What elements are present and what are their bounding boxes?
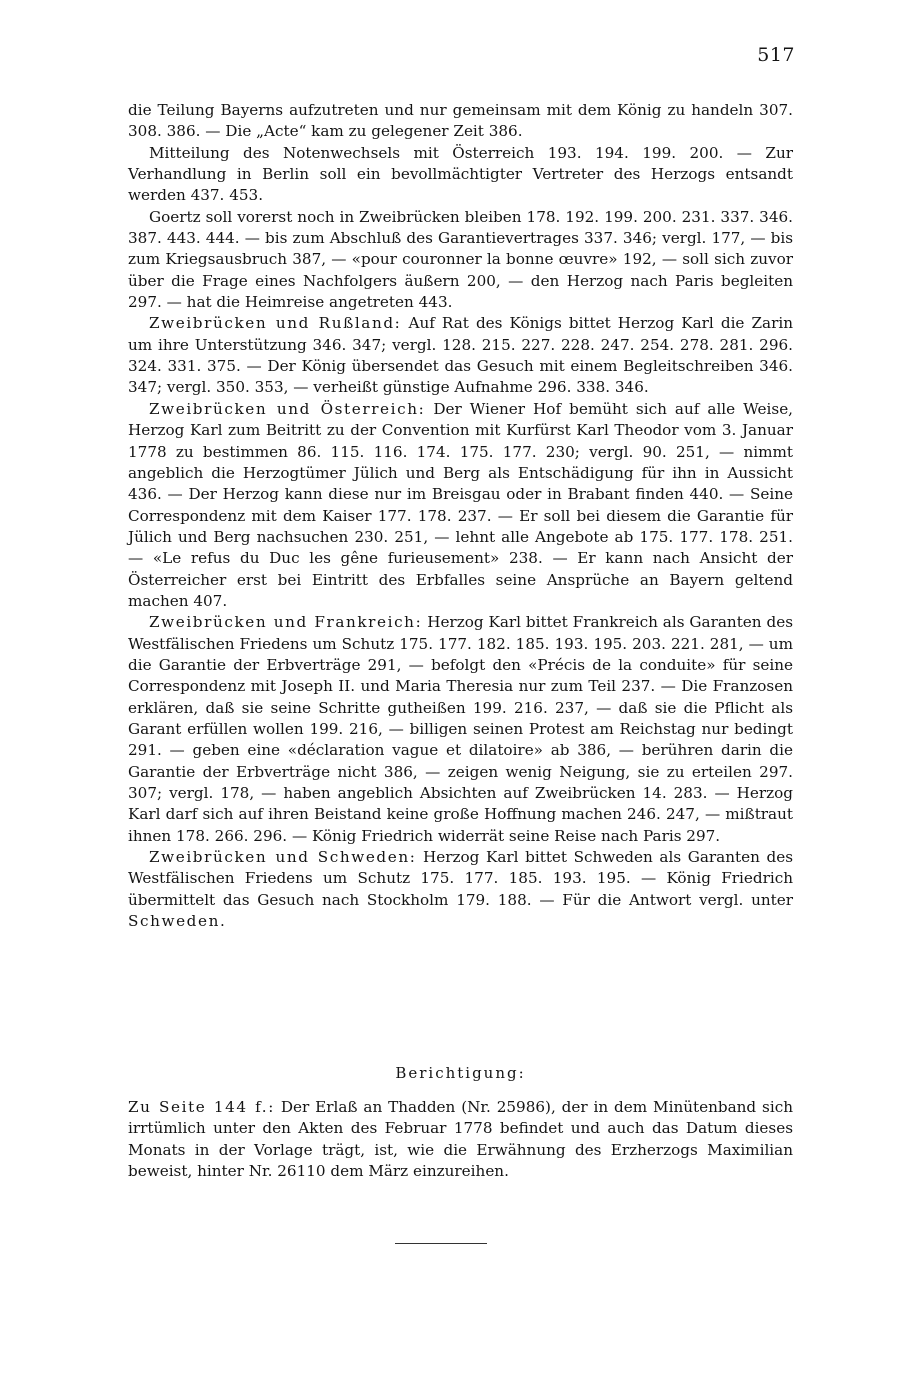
entry-text: Der Wiener Hof bemüht sich auf alle Weise, Herzog Karl zum Beitritt zu der Convention mit Kurfürst Karl Theodor vom 3. Januar 1778 zu bestimmen 86. 115. 116. 174. 175. 177. 230; vergl. 90. 251, — nimmt angeblich die Herzogtümer Jülich und Berg als Entschädigung für ihn in Aussicht 436. — Der Herzog kann diese nur im Breisgau oder in Brabant finden 440. — Seine Correspondenz mit dem Kaiser 177. 178. 237. — Er soll bei diesem die Garantie für Jülich und Berg nachsuchen 230. 251, — lehnt alle Angebote ab 175. 177. 178. 251. — «Le refus du Duc les gêne furieusement» 238. — Er kann nach Ansicht der Österreicher erst bei Eintritt des Erbfalles seine Ansprüche an Bayern geltend machen 407. (128, 399, 794, 610)
index-entry-russland (128, 313, 793, 398)
closing-rule (395, 1243, 487, 1244)
entry-text: Mitteilung des Notenwechsels mit Österreich 193. 194. 199. 200. — Zur Verhandlung in Berlin soll ein bevollmächtigter Vertreter des Herzogs entsandt werden 437. 453. (128, 143, 793, 205)
entry-cross-reference: Schweden (128, 912, 220, 931)
index-entry-goertz (128, 207, 793, 314)
correction-note (128, 1097, 793, 1182)
correction-text: Der Erlaß an Thadden (Nr. 25986), der in dem Minütenband sich irrtümlich unter den Akten des Februar 1778 befindet und auch das Datum dieses Monats in der Vorlage trägt, ist, wie die Erwähnung des Erzherzogs Maximilian beweist, hinter Nr. 26110 dem März einzureihen. (128, 1098, 793, 1181)
index-entry-continuation (128, 100, 793, 143)
entry-heading: Zweibrücken und Frankreich: (149, 613, 423, 632)
entry-heading: Zweibrücken und Rußland: (149, 314, 402, 333)
entry-text: Herzog Karl bittet Frankreich als Garanten des Westfälischen Friedens um Schutz 175. 177. 182. 185. 193. 195. 203. 221. 281, — um die Garantie der Erbverträge 291, — befolgt den «Précis de la conduite» für seine Correspondenz mit Joseph II. und Maria Theresia nur zum Teil 237. — Die Franzosen erklären, daß sie seine Schritte gutheißen 199. 216. 237, — daß sie die Pflicht als Garant erfüllen wollen 199. 216, — billigen seinen Protest am Reichstag nur bedingt 291. — geben eine «déclaration vague et dilatoire» ab 386, — berühren darin die Garantie der Erbverträge nicht 386, — zeigen wenig Neigung, sie zu erteilen 297. 307; vergl. 178, — haben angeblich Absichten auf Zweibrücken 14. 283. — Herzog Karl darf sich auf ihren Beistand keine große Hoffnung machen 246. 247, — mißtraut ihnen 178. 266. 296. — König Friedrich widerrät seine Reise nach Paris 297. (128, 613, 793, 845)
index-entry-notenwechsel (128, 143, 793, 207)
entry-text: Goertz soll vorerst noch in Zweibrücken bleiben 178. 192. 199. 200. 231. 337. 346. 387. 443. 444. — bis zum Abschluß des Garantievertrages 337. 346; vergl. 177, — bis zum Kriegsausbruch 387, — «pour couronner la bonne œuvre» 192, — soll sich zuvor über die Frage eines Nachfolgers äußern 200, — den Herzog nach Paris begleiten 297. — hat die Heimreise angetreten 443. (128, 207, 793, 312)
index-body (128, 100, 793, 932)
entry-text: Auf Rat des Königs bittet Herzog Karl die Zarin um ihre Unterstützung 346. 347; vergl. 128. 215. 227. 228. 247. 254. 278. 281. 296. 324. 331. 375. — Der König übersendet das Gesuch mit einem Begleitschreiben 346. 347; vergl. 350. 353, — verheißt günstige Aufnahme 296. 338. 346. (128, 314, 793, 397)
entry-text-end: . (219, 912, 225, 931)
index-entry-schweden (128, 847, 793, 932)
entry-text: Herzog Karl bittet Schweden als Garanten des Westfälischen Friedens um Schutz 175. 177. 185. 193. 195. — König Friedrich übermittelt das Gesuch nach Stockholm 179. 188. — Für die Antwort vergl. unter (128, 848, 793, 909)
index-entry-frankreich (128, 612, 793, 847)
correction-heading: Berichtigung: (395, 1064, 526, 1082)
index-entry-oesterreich (128, 399, 793, 612)
entry-text: die Teilung Bayerns aufzutreten und nur gemeinsam mit dem König zu handeln 307. 308. 386. — Die „Acte“ kam zu gelegener Zeit 386. (128, 101, 793, 141)
entry-heading: Zweibrücken und Österreich: (149, 399, 426, 418)
page-number: 517 (757, 44, 795, 66)
correction-lead: Zu Seite 144 f.: (128, 1098, 275, 1116)
entry-heading: Zweibrücken und Schweden: (149, 848, 417, 867)
